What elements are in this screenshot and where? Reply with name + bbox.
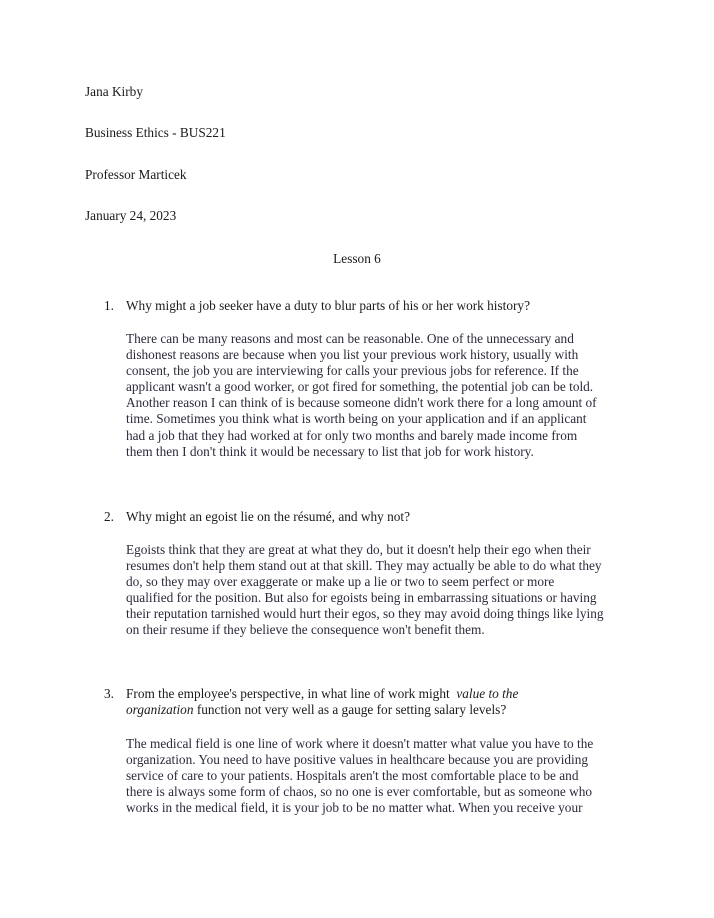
question-3-italic-1: value to the: [456, 686, 519, 701]
answer-line: consent, the job you are interviewing for calls your previous jobs for reference. If the: [126, 363, 579, 379]
question-3-answer: [126, 736, 636, 816]
question-3-line-1: [126, 686, 646, 702]
answer-line: organization. You need to have positive values in healthcare because you are providing: [126, 752, 589, 768]
answer-line: Another reason I can think of is because someone didn't work there for a long amount of: [126, 395, 597, 411]
answer-line: There can be many reasons and most can be reasonable. One of the unnecessary and: [126, 331, 574, 346]
question-3-italic-2: organization: [126, 702, 194, 717]
question-1-text: Why might a job seeker have a duty to blur parts of his or her work history?: [126, 298, 530, 313]
answer-line: them then I don't think it would be necessary to list that job for work history.: [126, 443, 534, 459]
question-3-number: 3.: [104, 686, 114, 701]
answer-line: service of care to your patients. Hospitals aren't the most comfortable place to be and: [126, 768, 579, 784]
question-1-answer: [126, 331, 636, 460]
question-2-number: 2.: [104, 509, 114, 524]
answer-line: time. Sometimes you think what is worth being on your application and if an applicant: [126, 411, 587, 427]
question-3-text: [126, 686, 646, 718]
lesson-title: Lesson 6: [333, 251, 381, 266]
answer-line: their reputation tarnished would hurt their egos, so they may avoid doing things like lying: [126, 606, 604, 622]
question-3-part-1: From the employee's perspective, in what line of work might: [126, 686, 450, 701]
answer-line: do, so they may over exaggerate or make up a lie or two to seem perfect or more: [126, 574, 555, 590]
answer-line: there is always some form of chaos, so no one is ever comfortable, but as someone who: [126, 784, 593, 800]
question-2-text: Why might an egoist lie on the résumé, and why not?: [126, 509, 410, 524]
answer-line: The medical field is one line of work where it doesn't matter what value you have to the: [126, 736, 594, 751]
answer-line: applicant wasn't a good worker, or got fired for something, the potential job can be told.: [126, 379, 594, 395]
answer-line: dishonest reasons are because when you list your previous work history, usually with: [126, 347, 579, 363]
professor-name: Professor Marticek: [85, 167, 187, 182]
answer-line: Egoists think that they are great at what they do, but it doesn't help their ego when their: [126, 542, 591, 557]
answer-line: qualified for the position. But also for egoists being in embarrassing situations or having: [126, 590, 597, 606]
course-name: Business Ethics - BUS221: [85, 125, 226, 140]
answer-line: resumes don't help them stand out at that skill. They may actually be able to do what they: [126, 558, 602, 574]
answer-line: works in the medical field, it is your job to be no matter what. When you receive your: [126, 800, 583, 816]
question-1-number: 1.: [104, 298, 114, 313]
question-2-answer: [126, 542, 636, 639]
answer-line: on their resume if they believe the consequence won't benefit them.: [126, 622, 485, 638]
question-3-line-2: [126, 702, 646, 718]
document-date: January 24, 2023: [85, 208, 177, 223]
answer-line: had a job that they had worked at for only two months and barely made income from: [126, 427, 578, 443]
student-name: Jana Kirby: [85, 84, 143, 99]
question-3-part-2: function not very well as a gauge for setting salary levels?: [196, 702, 507, 717]
